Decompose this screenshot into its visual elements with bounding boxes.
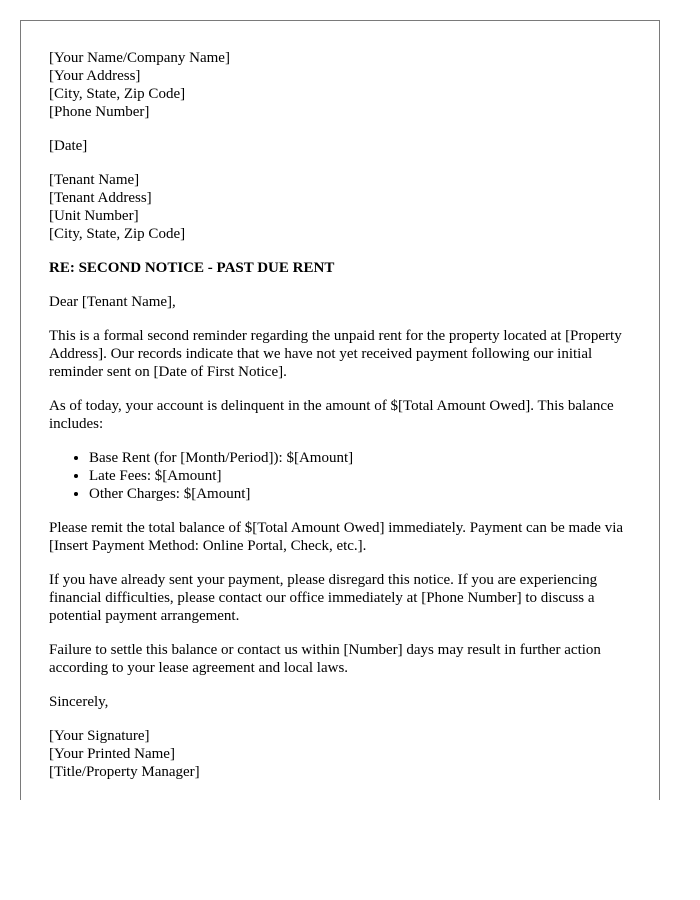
sender-address: [Your Address] [49, 68, 141, 84]
recipient-city-state-zip: [City, State, Zip Code] [49, 226, 186, 242]
list-item: • Base Rent (for [Month/Period]): $[Amount] [89, 449, 639, 467]
letter-content [49, 49, 639, 781]
paragraph-text: This is a formal second reminder regarding the unpaid rent for the property located at [Property Address]. Our records indicate that we have not yet received payment following our initial reminder sent on [Date of First Notice]. [49, 328, 622, 380]
subject-line: RE: SECOND NOTICE - PAST DUE RENT [49, 260, 335, 276]
signer-title: [Title/Property Manager] [49, 764, 200, 780]
sender-phone: [Phone Number] [49, 104, 150, 120]
date-block [49, 137, 639, 155]
body-paragraph-5 [49, 641, 639, 677]
recipient-address: [Tenant Address] [49, 190, 152, 206]
recipient-block [49, 171, 639, 243]
list-item: • Other Charges: $[Amount] [89, 485, 639, 503]
paragraph-text: If you have already sent your payment, please disregard this notice. If you are experiencing financial difficulties, please contact our office immediately at [Phone Number] to discuss a potential payment arrangement. [49, 572, 598, 624]
paragraph-text: Please remit the total balance of $[Total Amount Owed] immediately. Payment can be made via [Insert Payment Method: Online Portal, Check, etc.]. [49, 520, 624, 554]
body-paragraph-2 [49, 397, 639, 433]
paragraph-text: As of today, your account is delinquent in the amount of $[Total Amount Owed]. This balance includes: [49, 398, 614, 432]
recipient-unit: [Unit Number] [49, 208, 139, 224]
sender-name: [Your Name/Company Name] [49, 50, 230, 66]
printed-name: [Your Printed Name] [49, 746, 175, 762]
salutation-block [49, 293, 639, 311]
letter-date: [Date] [49, 138, 88, 154]
charges-list [49, 449, 639, 503]
paragraph-text: Failure to settle this balance or contact us within [Number] days may result in further action according to your lease agreement and local laws. [49, 642, 601, 676]
list-item: • Late Fees: $[Amount] [89, 467, 639, 485]
body-paragraph-3 [49, 519, 639, 555]
body-paragraph-1 [49, 327, 639, 381]
recipient-name: [Tenant Name] [49, 172, 140, 188]
sender-city-state-zip: [City, State, Zip Code] [49, 86, 186, 102]
signature-block [49, 727, 639, 781]
body-paragraph-4 [49, 571, 639, 625]
closing: Sincerely, [49, 694, 109, 710]
letter-page [20, 20, 660, 800]
closing-block [49, 693, 639, 711]
salutation: Dear [Tenant Name], [49, 294, 176, 310]
sender-block [49, 49, 639, 121]
signature-line: [Your Signature] [49, 728, 150, 744]
